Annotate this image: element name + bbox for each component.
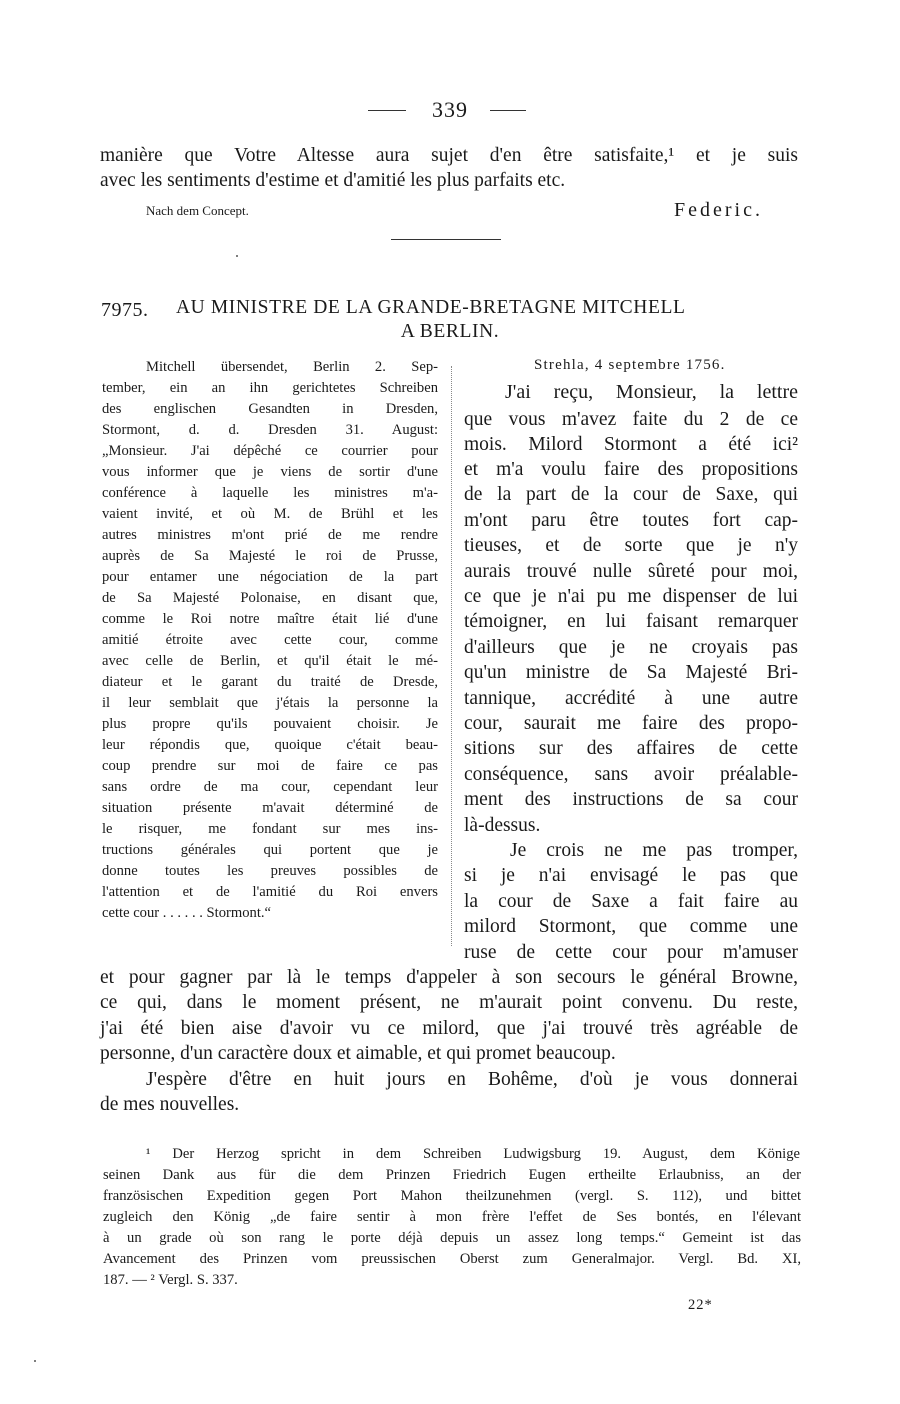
left-column-line: plus propre qu'ils pouvaient choisir. Je (102, 716, 438, 732)
left-column-line: amitié étroite avec cette cour, comme (102, 632, 438, 648)
heading-line-2: A BERLIN. (400, 321, 500, 342)
left-column-line: Mitchell übersendet, Berlin 2. Sep- (146, 359, 438, 375)
body-line: J'espère d'être en huit jours en Bohême, d'où je vous donnerai (146, 1069, 798, 1090)
right-column-line: de la part de la cour de Saxe, qui (464, 484, 798, 505)
header-rule-right (490, 110, 526, 111)
right-column-line: la cour de Saxe a fait faire au (464, 891, 798, 912)
source-note: Nach dem Concept. (146, 203, 249, 218)
dateline: Strehla, 4 septembre 1756. (534, 357, 726, 373)
left-column-line: situation présente m'avait déterminé de (102, 800, 438, 816)
left-column-line: sans ordre de ma cour, cependant leur (102, 779, 438, 795)
right-column-line: ce que je n'ai pu me dispenser de lui (464, 586, 798, 607)
signature: Federic. (674, 199, 763, 221)
right-column-line: là-dessus. (464, 815, 541, 836)
footnote-line: zugleich den König „de faire sentir à mon frère l'effet de Ses bontés, en l'élevant (103, 1209, 801, 1225)
right-column-line: conséquence, sans avoir préalable- (464, 764, 798, 785)
left-column-line: comme le Roi notre maître était lié d'une (102, 611, 438, 627)
right-column-line: tieuses, et de sorte que je n'y (464, 535, 798, 556)
body-line: et pour gagner par là le temps d'appeler à son secours le général Browne, (100, 967, 798, 988)
left-column-line: conférence à laquelle les ministres m'a- (102, 485, 438, 501)
body-line: avec les sentiments d'estime et d'amitié les plus parfaits etc. (100, 170, 566, 191)
right-column-line: d'ailleurs que je ne croyais pas (464, 637, 798, 658)
left-column-line: donne toutes les preuves possibles de (102, 863, 438, 879)
section-separator (391, 239, 501, 240)
right-column-line: milord Stormont, que comme une (464, 916, 798, 937)
right-column-line: témoigner, en lui faisant remarquer (464, 611, 798, 632)
footnote-line: à un grade où son rang le porte déjà depuis un assez long temps.“ Gemeint ist das (103, 1230, 801, 1246)
footnote-line: 187. — ² Vergl. S. 337. (103, 1272, 238, 1288)
footnote-line: französischen Expedition gegen Port Mahon theilzunehmen (vergl. S. 112), und bittet (103, 1188, 801, 1204)
right-column-line: tannique, accrédité à une autre (464, 688, 798, 709)
right-column-line: qu'un ministre de Sa Majesté Bri- (464, 662, 798, 683)
body-line: de mes nouvelles. (100, 1094, 240, 1115)
left-column-line: coup prendre sur moi de faire ce pas (102, 758, 438, 774)
stray-mark (34, 1360, 36, 1362)
left-column-line: il leur semblait que j'étais la personne la (102, 695, 438, 711)
footnote-line: ¹ Der Herzog spricht in dem Schreiben Ludwigsburg 19. August, dem Könige (146, 1146, 800, 1162)
left-column-line: vous informer que je viens de sortir d'une (102, 464, 438, 480)
left-column-line: des englischen Gesandten in Dresden, (102, 401, 438, 417)
right-column-line: que vous m'avez faite du 2 de ce (464, 409, 798, 430)
stray-mark (236, 255, 238, 257)
page-number: 339 (432, 97, 468, 122)
left-column-line: Stormont, d. d. Dresden 31. August: (102, 422, 438, 438)
left-column-line: „Monsieur. J'ai dépêché ce courrier pour (102, 443, 438, 459)
right-column-line: sitions sur des affaires de cette (464, 738, 798, 759)
right-column-line: si je n'ai envisagé le pas que (464, 865, 798, 886)
body-line: personne, d'un caractère doux et aimable, et qui promet beaucoup. (100, 1043, 616, 1064)
right-column-line: cour, saurait me faire des propo- (464, 713, 798, 734)
left-column-line: leur répondis que, quoique c'était beau- (102, 737, 438, 753)
left-column-line: avec celle de Berlin, et qu'il était le mé- (102, 653, 438, 669)
signature-mark: 22* (688, 1297, 713, 1313)
right-column-line: m'ont paru être toutes fort cap- (464, 510, 798, 531)
left-column-line: cette cour . . . . . . Stormont.“ (102, 905, 272, 921)
body-line: manière que Votre Altesse aura sujet d'en être satisfaite,¹ et je suis (100, 145, 798, 166)
left-column-line: l'attention et de l'amitié du Roi envers (102, 884, 438, 900)
right-column-line: ruse de cette cour pour m'amuser (464, 942, 798, 963)
document-number: 7975. (101, 299, 149, 321)
left-column-line: de Sa Majesté Polonaise, en disant que, (102, 590, 438, 606)
right-column-line: Je crois ne me pas tromper, (510, 840, 798, 861)
body-line: ce qui, dans le moment présent, ne m'aurait point convenu. Du reste, (100, 992, 798, 1013)
footnote-line: seinen Dank aus für die dem Prinzen Friedrich Eugen ertheilte Erlaubniss, an der (103, 1167, 801, 1183)
body-line: j'ai été bien aise d'avoir vu ce milord, que j'ai trouvé très agréable de (100, 1018, 798, 1039)
left-column-line: diateur et le garant du traité de Dresde, (102, 674, 438, 690)
left-column-line: tructions générales qui portent que je (102, 842, 438, 858)
footnote-line: Avancement des Prinzen vom preussischen Oberst zum Generalmajor. Vergl. Bd. XI, (103, 1251, 801, 1267)
right-column-line: J'ai reçu, Monsieur, la lettre (505, 381, 798, 403)
left-column-line: le risquer, me fondant sur mes ins- (102, 821, 438, 837)
left-column-line: auprès de Sa Majesté le roi de Prusse, (102, 548, 438, 564)
left-column-line: tember, ein an ihn gerichtetes Schreiben (102, 380, 438, 396)
right-column-line: mois. Milord Stormont a été ici² (464, 434, 798, 455)
right-column-line: aurais trouvé nulle sûreté pour moi, (464, 561, 798, 582)
left-column-line: pour entamer une négociation de la part (102, 569, 438, 585)
column-divider (451, 366, 452, 946)
left-column-line: autres ministres m'ont prié de me rendre (102, 527, 438, 543)
left-column-line: vaient invité, et où M. de Brühl et les (102, 506, 438, 522)
right-column-line: et m'a voulu faire des propositions (464, 459, 798, 480)
right-column-line: ment des instructions de sa cour (464, 789, 798, 810)
heading-line-1: AU MINISTRE DE LA GRANDE-BRETAGNE MITCHELL (176, 297, 686, 318)
